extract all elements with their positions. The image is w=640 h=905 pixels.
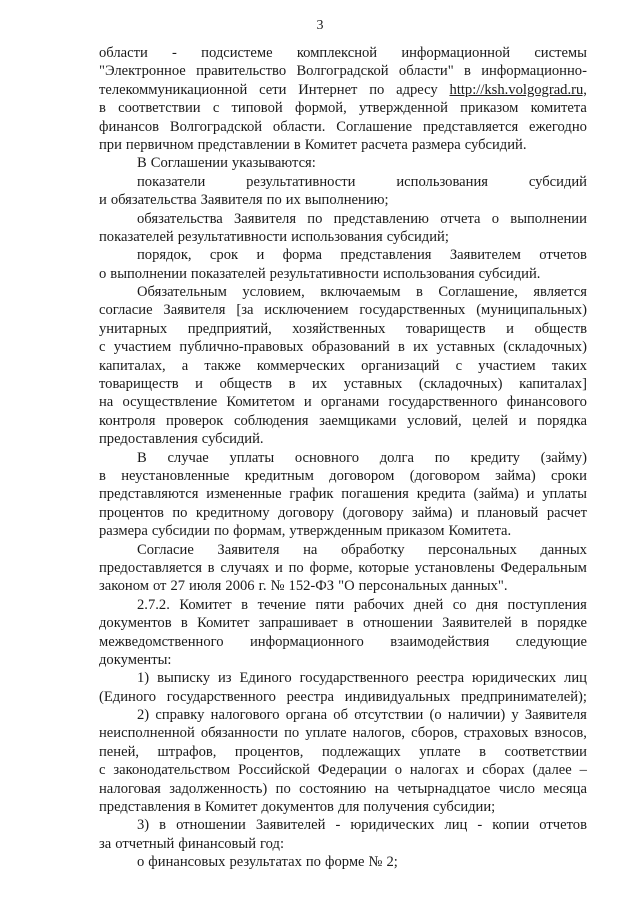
text-line: В Соглашении указываются: bbox=[137, 155, 316, 172]
text-line: за отчетный финансовый год: bbox=[99, 835, 284, 852]
text-line: 2) справку налогового органа об отсутствии (о наличии) у Заявителя bbox=[137, 707, 587, 724]
text-line: В случае уплаты основного долга по кредиту (займу) bbox=[137, 449, 587, 466]
text-line: обязательства Заявителя по представлению отчета о выполнении bbox=[137, 210, 587, 227]
text-line: процентов по кредитному договору (договору займа) и плановый расчет bbox=[99, 504, 587, 521]
text-line: с законодательством Российской Федерации о налогах и сборах (далее – bbox=[99, 762, 587, 779]
text-line: капиталах, а также коммерческих организаций с участием таких bbox=[99, 357, 587, 374]
text-line: в соответствии с типовой формой, утвержденной приказом комитета bbox=[99, 100, 587, 117]
text-line: (Единого государственного реестра индивидуальных предпринимателей); bbox=[99, 688, 587, 705]
text-line: согласие Заявителя [за исключением государственных (муниципальных) bbox=[99, 302, 587, 319]
text-line: порядок, срок и форма представления Заявителем отчетов bbox=[137, 247, 587, 264]
text-line: 1) выписку из Единого государственного реестра юридических лиц bbox=[137, 670, 587, 687]
text-line: на осуществление Комитетом и органами государственного финансового bbox=[99, 394, 587, 411]
text-line: неисполненной обязанности по уплате налогов, сборов, страховых взносов, bbox=[99, 725, 587, 742]
page-number: 3 bbox=[316, 18, 324, 33]
text-line: представляются измененные график погашения кредита (займа) и уплаты bbox=[99, 486, 587, 503]
text-line: финансов Волгоградской области. Соглашение представляется ежегодно bbox=[99, 118, 587, 135]
text-line: 2.7.2. Комитет в течение пяти рабочих дней со дня поступления bbox=[137, 596, 587, 613]
text-line: межведомственного информационного взаимодействия следующие bbox=[99, 633, 587, 650]
text-line: с участием публично-правовых образований в их уставных (складочных) bbox=[99, 339, 587, 356]
text-line: представления в Комитет документов для получения субсидии; bbox=[99, 799, 496, 816]
text-line: товариществ и обществ в их уставных (складочных) капиталах] bbox=[99, 376, 587, 393]
document-body bbox=[99, 44, 587, 872]
text-line: 3) в отношении Заявителей - юридических лиц - копии отчетов bbox=[137, 817, 587, 834]
text-line: предоставления субсидий. bbox=[99, 431, 264, 448]
text-line: о финансовых результатах по форме № 2; bbox=[137, 854, 398, 871]
text-line: пеней, штрафов, процентов, подлежащих уплате в соответствии bbox=[99, 743, 587, 760]
text-line: контроля проверок соблюдения заемщиками условий, целей и порядка bbox=[99, 412, 587, 429]
text-line: телекоммуникационной сети Интернет по адресу http://ksh.volgograd.ru, bbox=[99, 81, 587, 98]
text-line: о выполнении показателей результативности использования субсидий. bbox=[99, 265, 541, 282]
text-line: законом от 27 июля 2006 г. № 152-ФЗ "О персональных данных". bbox=[99, 578, 508, 595]
text-line: размера субсидии по формам, утвержденным приказом Комитета. bbox=[99, 523, 512, 540]
text-line: Обязательным условием, включаемым в Соглашение, является bbox=[137, 284, 587, 301]
text-line: Согласие Заявителя на обработку персональных данных bbox=[137, 541, 587, 558]
text-line: показателей результативности использования субсидий; bbox=[99, 228, 449, 245]
text-line: показатели результативности использования субсидий bbox=[137, 173, 587, 190]
text-line: области - подсистеме комплексной информационной системы bbox=[99, 45, 587, 61]
text-line: в неустановленные кредитным договором (договором займа) сроки bbox=[99, 467, 587, 484]
text-line: "Электронное правительство Волгоградской области" в информационно- bbox=[99, 63, 587, 80]
text-line: при первичном представлении в Комитет расчета размера субсидий. bbox=[99, 136, 527, 153]
text-line: документы: bbox=[99, 651, 172, 668]
text-line: унитарных предприятий, хозяйственных товариществ и обществ bbox=[99, 320, 587, 337]
text-line: предоставляется в случаях и по форме, которые установлены Федеральным bbox=[99, 559, 587, 576]
text-line: и обязательства Заявителя по их выполнению; bbox=[99, 192, 389, 209]
text-line: налоговая задолженность) по состоянию на четырнадцатое число месяца bbox=[99, 780, 587, 797]
text-line: документов в Комитет запрашивает в отношении Заявителей в порядке bbox=[99, 615, 587, 632]
